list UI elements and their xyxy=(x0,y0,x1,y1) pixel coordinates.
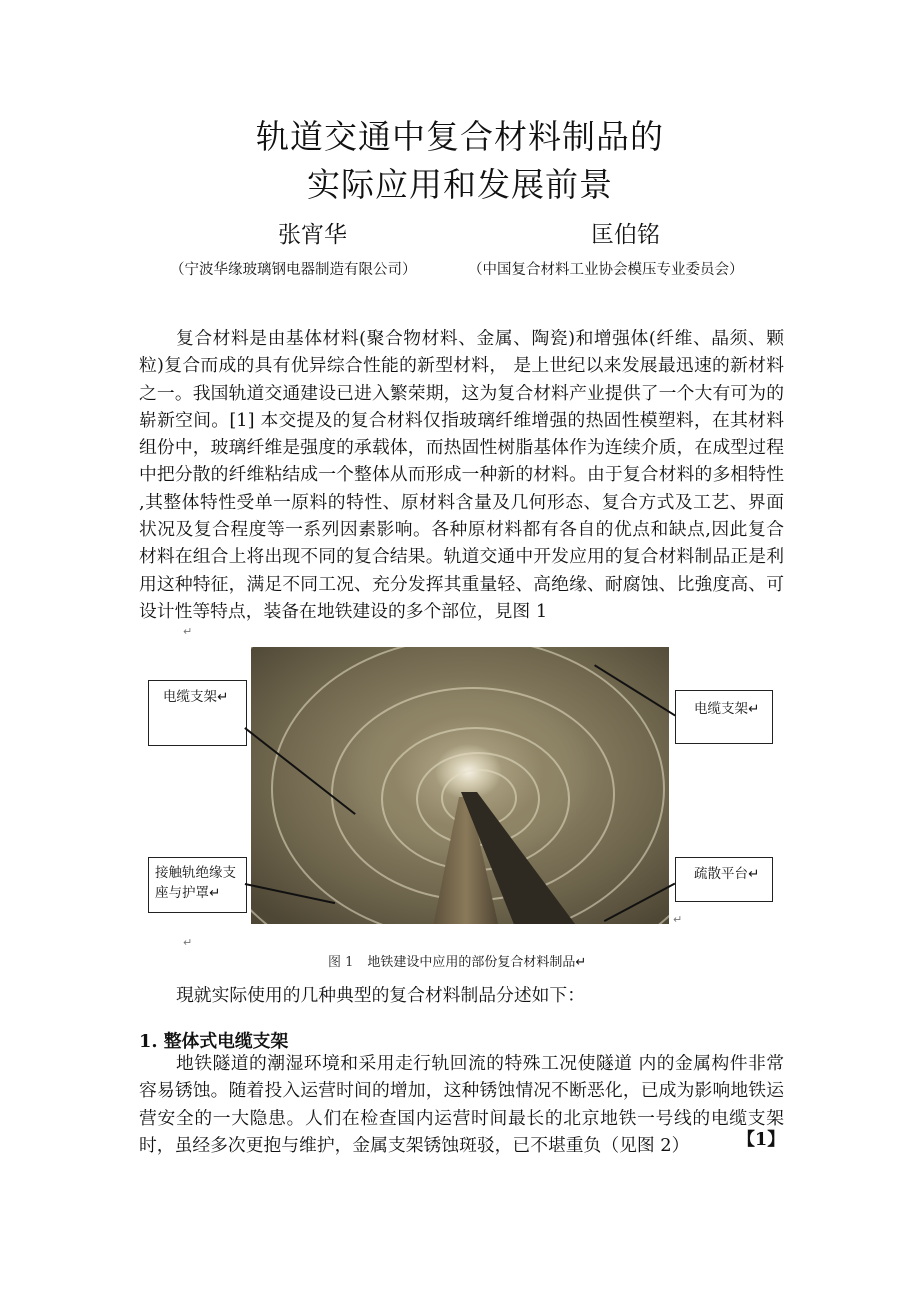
paragraph-mark: ↵ xyxy=(673,913,683,926)
section-1-paragraph: 地铁隧道的潮湿环境和采用走行轨回流的特殊工况使隧道 内的金属构件非常容易锈蚀。随着投入运营时间的增加，这种锈蚀情况不断恶化，已成为影响地铁运营安全的一大隐患。人们在检查国内运营时间最长的北京地铁一号线的电缆支架时，虽经多次更抱与维护，金属支架锈蚀斑驳，已不堪重负（见图 2） xyxy=(139,1053,784,1156)
author-1-affiliation: （宁波华缘玻璃钢电器制造有限公司） xyxy=(170,262,417,278)
figure-label: 图 1 xyxy=(328,955,354,970)
lead-in-paragraph: 現就实际使用的几种典型的复合材料制品分述如下： xyxy=(176,985,585,1006)
paragraph-mark: ↵ xyxy=(183,625,193,638)
page-title-line-2: 实际应用和发展前景 xyxy=(307,165,613,204)
figure-1-caption xyxy=(328,951,586,970)
reference-marker: 【1】 xyxy=(737,1129,785,1150)
page-title-line-1: 轨道交通中复合材料制品的 xyxy=(256,117,664,156)
intro-paragraph: 复合材料是由基体材料(聚合物材料、金属、陶瓷)和增强体(纤维、晶须、颗粒)复合而成的具有优异综合性能的新型材料， 是上世纪以来发展最迅速的新材料之一。我国轨道交通建设已进入繁荣期，这为复合材料产业提供了一个大有可为的崭新空间。[1] 本交提及的复合材料仅指玻璃纤维增强的热固性模塑料，在其材料组份中，玻璃纤维是强度的承载体，而热固性树脂基体作为连续介质，在成型过程中把分散的纤维粘结成一个整体从而形成一种新的材料。由于复合材料的多相特性 ,其整体特性受单一原料的特性、原材料含量及几何形态、复合方式及工艺、界面状况及复合程度等一系列因素影响。各种原材料都有各自的优点和缺点,因此复合材料在组合上将出现不同的复合结果。轨道交通中开发应用的复合材料制品正是利用这种特征，满足不同工况、充分发挥其重量轻、高绝缘、耐腐蚀、比強度高、可设计性等特点，装备在地铁建设的多个部位，見图 1 xyxy=(139,328,784,622)
figure-1-photo xyxy=(251,647,669,924)
figure-caption-text: 地铁建设中应用的部份复合材料制品↵ xyxy=(367,955,587,970)
author-2-name: 匡伯铭 xyxy=(591,222,660,248)
author-1-name: 张宵华 xyxy=(278,222,347,248)
callout-cable-bracket-left: 电缆支架↵ xyxy=(148,680,247,746)
section-1-heading: 1. 整体式电缆支架 xyxy=(139,1031,289,1052)
callout-contact-rail-support: 接触轨绝缘支座与护罩↵ xyxy=(148,857,247,913)
callout-evacuation-platform: 疏散平台↵ xyxy=(675,857,773,902)
callout-cable-bracket-right: 电缆支架↵ xyxy=(675,690,773,744)
author-2-affiliation: （中国复合材料工业协会模压专业委员会） xyxy=(468,262,744,278)
paragraph-mark: ↵ xyxy=(183,936,193,949)
